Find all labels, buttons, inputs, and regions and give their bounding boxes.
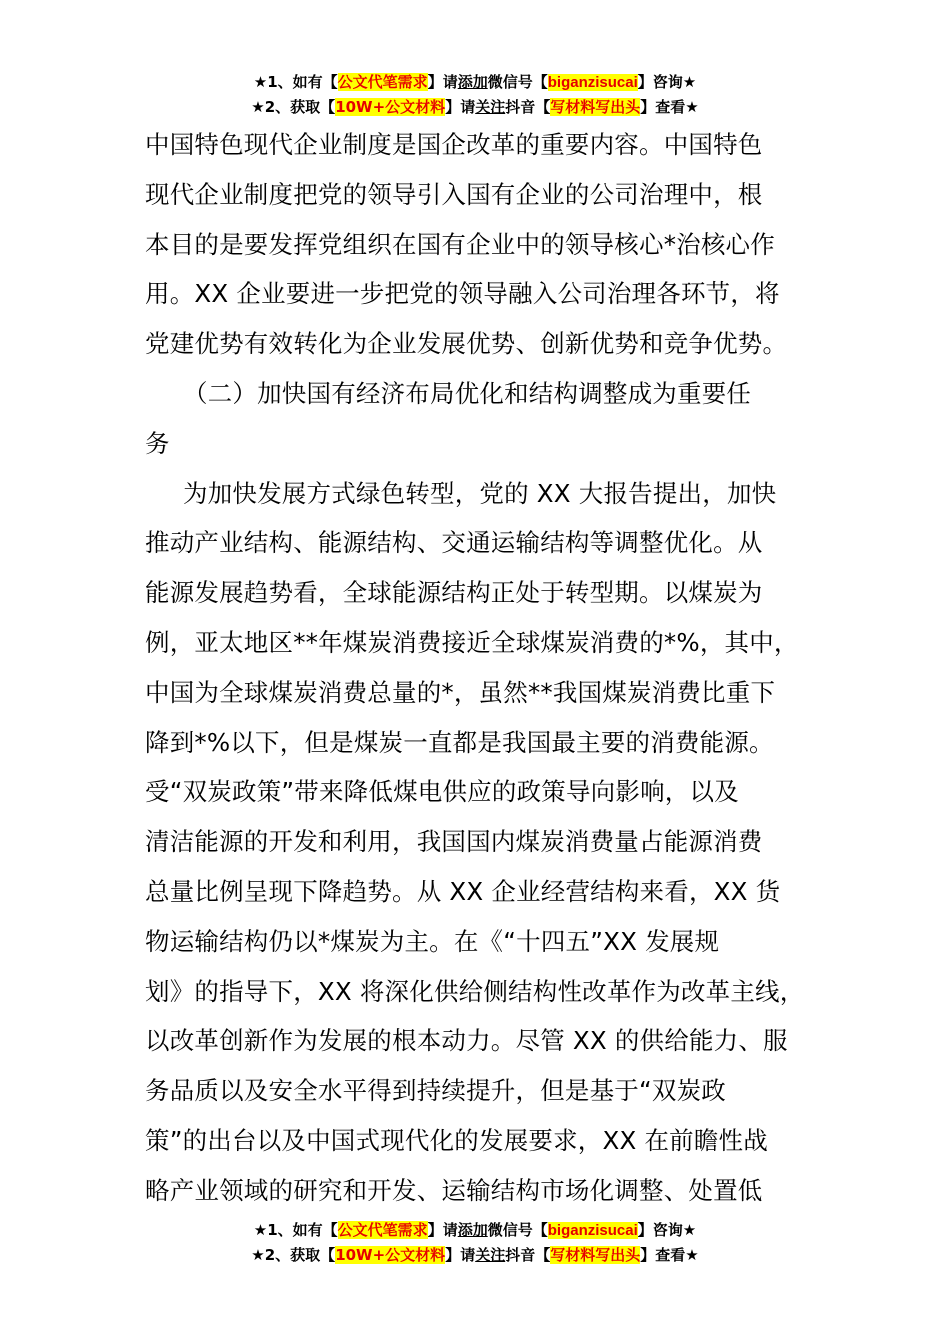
banner-text: 】请 xyxy=(427,73,458,91)
top-banner xyxy=(0,70,950,119)
banner-text: ★1、如有【 xyxy=(253,73,338,91)
body-line: 例，亚太地区**年煤炭消费接近全球煤炭消费的*%，其中， xyxy=(145,627,799,657)
banner-text: 】查看★ xyxy=(640,1246,699,1264)
banner-highlight: 公文代笔需求 xyxy=(337,73,428,91)
banner-text: 】咨询★ xyxy=(637,73,697,91)
section-heading: （二）加快国有经济布局优化和结构调整成为重要任 xyxy=(183,378,752,408)
banner-text: 抖音【 xyxy=(505,98,551,116)
douyin-highlight: 写材料写出头 xyxy=(550,98,641,116)
body-line: 策”的出台以及中国式现代化的发展要求，XX 在前瞻性战 xyxy=(145,1125,768,1155)
banner-text: 】请 xyxy=(445,1246,476,1264)
body-line: 总量比例呈现下降趋势。从 XX 企业经营结构来看，XX 货 xyxy=(145,876,781,906)
body-line: 为加快发展方式绿色转型，党的 XX 大报告提出，加快 xyxy=(183,478,777,508)
body-line: 推动产业结构、能源结构、交通运输结构等调整优化。从 xyxy=(145,528,763,558)
banner-text: 微信号【 xyxy=(487,1221,548,1239)
banner-text: 】请 xyxy=(427,1221,458,1239)
banner-text: 】咨询★ xyxy=(637,1221,697,1239)
wechat-id-highlight: biganzisucai xyxy=(547,1222,638,1239)
douyin-highlight: 写材料写出头 xyxy=(550,1246,641,1264)
wechat-id-highlight: biganzisucai xyxy=(547,74,638,91)
banner-line-1 xyxy=(0,1218,950,1243)
banner-text: 微信号【 xyxy=(487,73,548,91)
section-heading-continued: 务 xyxy=(145,428,170,458)
bottom-banner xyxy=(0,1218,950,1267)
banner-highlight: 10W+公文材料 xyxy=(335,1246,446,1264)
banner-text: 抖音【 xyxy=(505,1246,551,1264)
banner-line-2 xyxy=(0,1243,950,1267)
banner-text: ★2、获取【 xyxy=(251,1246,336,1264)
body-line: 清洁能源的开发和利用，我国国内煤炭消费量占能源消费 xyxy=(145,827,763,857)
banner-text: 】请 xyxy=(445,98,476,116)
body-line: 党建优势有效转化为企业发展优势、创新优势和竞争优势。 xyxy=(145,329,788,359)
body-line: 中国为全球煤炭消费总量的*，虽然**我国煤炭消费比重下 xyxy=(145,677,776,707)
banner-line-2 xyxy=(0,95,950,119)
body-line: 物运输结构仍以*煤炭为主。在《“十四五”XX 发展规 xyxy=(145,926,720,956)
banner-text: 】查看★ xyxy=(640,98,699,116)
banner-underlined-text: 添加 xyxy=(457,73,488,91)
document-body xyxy=(145,120,825,1216)
body-line: 受“双炭政策”带来降低煤电供应的政策导向影响，以及 xyxy=(145,777,739,807)
banner-line-1 xyxy=(0,70,950,95)
banner-underlined-text: 添加 xyxy=(457,1221,488,1239)
body-line: 划》的指导下，XX 将深化供给侧结构性改革作为改革主线， xyxy=(145,976,805,1006)
banner-highlight: 10W+公文材料 xyxy=(335,98,446,116)
body-line: 降到*%以下，但是煤炭一直都是我国最主要的消费能源。 xyxy=(145,727,774,757)
body-line: 现代企业制度把党的领导引入国有企业的公司治理中，根 xyxy=(145,179,763,209)
body-line: 中国特色现代企业制度是国企改革的重要内容。中国特色 xyxy=(145,130,763,159)
banner-underlined-text: 关注 xyxy=(475,98,506,116)
banner-underlined-text: 关注 xyxy=(475,1246,506,1264)
body-line: 本目的是要发挥党组织在国有企业中的领导核心*治核心作 xyxy=(145,229,775,259)
body-line: 务品质以及安全水平得到持续提升，但是基于“双炭政 xyxy=(145,1076,726,1106)
banner-highlight: 公文代笔需求 xyxy=(337,1221,428,1239)
banner-text: ★2、获取【 xyxy=(251,98,336,116)
body-line: 用。XX 企业要进一步把党的领导融入公司治理各环节，将 xyxy=(145,279,780,309)
body-line: 能源发展趋势看，全球能源结构正处于转型期。以煤炭为 xyxy=(145,578,763,608)
body-line: 以改革创新作为发展的根本动力。尽管 XX 的供给能力、服 xyxy=(145,1026,788,1056)
banner-text: ★1、如有【 xyxy=(253,1221,338,1239)
body-line: 略产业领域的研究和开发、运输结构市场化调整、处置低 xyxy=(145,1175,763,1205)
